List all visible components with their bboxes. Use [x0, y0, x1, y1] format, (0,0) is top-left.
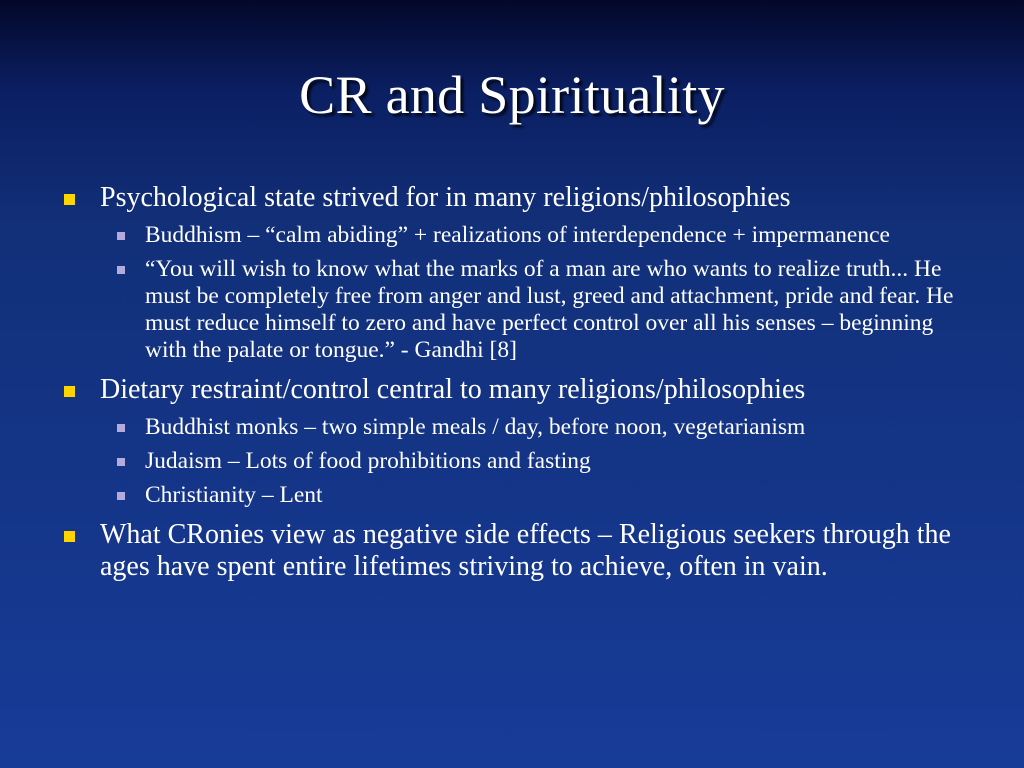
sub-bullet-item [62, 482, 972, 509]
square-bullet-icon [117, 492, 125, 500]
sub-bullet-text: Judaism – Lots of food prohibitions and fasting [145, 448, 591, 474]
square-bullet-icon [117, 458, 125, 466]
bullet-item [62, 374, 972, 406]
bullet-item [62, 519, 972, 583]
slide-content [62, 182, 972, 591]
bullet-text: Psychological state strived for in many religions/philosophies [100, 182, 791, 213]
sub-bullet-item [62, 448, 972, 475]
bullet-text: Dietary restraint/control central to many religions/philosophies [100, 374, 806, 405]
sub-bullet-text: Buddhism – “calm abiding” + realizations of interdependence + impermanence [145, 222, 890, 248]
square-bullet-icon [117, 424, 125, 432]
sub-bullet-text: “You will wish to know what the marks of a man are who wants to realize truth... He must be completely free from anger and lust, greed and attachment, pride and fear. He must reduce himself to zero and have perfect control over all his senses – beginning with the palate or tongue.” - Gandhi [8] [145, 256, 954, 363]
bullet-text: What CRonies view as negative side effects – Religious seekers through the ages have spent entire lifetimes striving to achieve, often in vain. [100, 519, 951, 582]
sub-bullet-item [62, 414, 972, 441]
square-bullet-icon [117, 266, 125, 274]
sub-bullet-text: Buddhist monks – two simple meals / day, before noon, vegetarianism [145, 414, 806, 440]
square-bullet-icon [117, 232, 125, 240]
square-bullet-icon [64, 386, 75, 397]
sub-bullet-item [62, 256, 972, 364]
square-bullet-icon [64, 194, 75, 205]
bullet-item [62, 182, 972, 214]
sub-bullet-list [62, 222, 972, 364]
sub-bullet-item [62, 222, 972, 249]
sub-bullet-list [62, 414, 972, 509]
slide-title: CR and Spirituality [299, 65, 725, 125]
square-bullet-icon [64, 531, 75, 542]
sub-bullet-text: Christianity – Lent [145, 482, 323, 508]
